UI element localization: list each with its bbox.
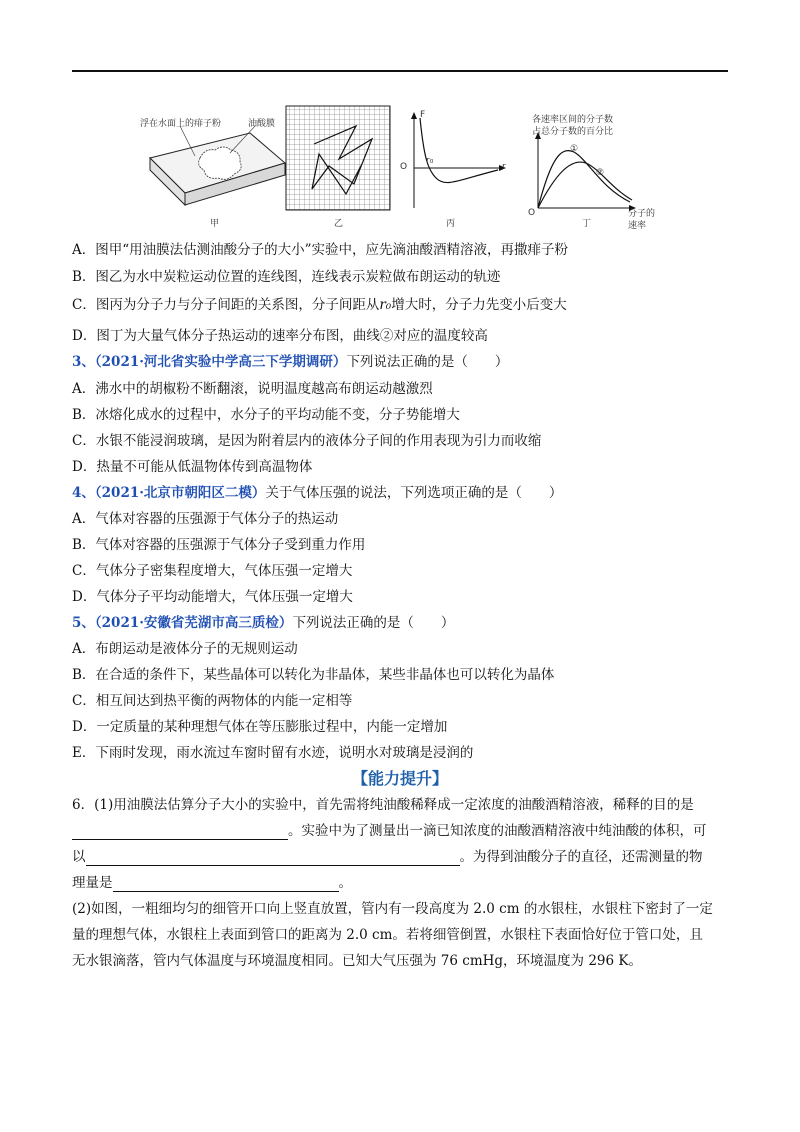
- q4-source: （2021·北京市朝阳区二模）: [94, 485, 266, 501]
- ding-curve-1: ①: [570, 144, 579, 154]
- ding-caption: 丁: [582, 219, 592, 229]
- q6-p1-line4: [72, 874, 352, 892]
- figure-yi-brownian: [284, 104, 392, 214]
- q6-p1-line3-pre: 以: [72, 849, 86, 865]
- q5-option-c: C．相互间达到热平衡的两物体的内能一定相等: [72, 693, 353, 709]
- q6-p1-line1: 6．(1)用油膜法估算分子大小的实验中，首先需将纯油酸稀释成一定浓度的油酸酒精溶液，稀释的目的是: [72, 797, 694, 813]
- q6-p2-line1: (2)如图，一粗细均匀的细管开口向上竖直放置，管内有一段高度为 2.0 cm 的水银柱，水银柱下密封了一定: [72, 901, 713, 917]
- q4-option-b: B．气体对容器的压强源于气体分子受到重力作用: [72, 537, 366, 553]
- bing-axis-f: F: [420, 110, 426, 120]
- q2-option-a: A．图甲“用油膜法估测油酸分子的大小”实验中，应先滴油酸酒精溶液，再撒痱子粉: [72, 242, 569, 258]
- q5-option-e: E．下雨时发现，雨水流过车窗时留有水迹，说明水对玻璃是浸润的: [72, 745, 474, 761]
- q2-c-pre: C．图丙为分子力与分子间距的关系图，分子间距从: [72, 297, 380, 313]
- q2-option-d: D．图丁为大量气体分子热运动的速率分布图，曲线②对应的温度较高: [72, 328, 488, 344]
- jia-label-left: 浮在水面上的痱子粉: [140, 119, 222, 129]
- q2-option-c: [72, 296, 567, 314]
- q3-source: （2021·河北省实验中学高三下学期调研）: [94, 354, 347, 370]
- q3-stem: [72, 353, 508, 371]
- q3-option-d: D．热量不可能从低温物体传到高温物体: [72, 459, 313, 475]
- q6-blank-3[interactable]: [113, 877, 339, 892]
- q6-p1-line3-post: 。为得到油酸分子的直径，还需测量的物: [459, 849, 703, 865]
- figure-bing-force: [398, 108, 508, 218]
- q6-blank-1[interactable]: [72, 825, 288, 840]
- q6-p2-line2: 量的理想气体，水银柱上表面到管口的距离为 2.0 cm。若将细管倒置，水银柱下表面恰好位于管口处，且: [72, 927, 703, 943]
- figure-ding-distribution: [526, 128, 638, 218]
- q3-stem-text: 下列说法正确的是（ ）: [346, 354, 509, 370]
- q4-number: 4、: [72, 485, 95, 501]
- q5-stem: [72, 614, 454, 632]
- ding-origin: O: [528, 208, 536, 218]
- bing-caption: 丙: [446, 219, 456, 229]
- q5-option-d: D．一定质量的某种理想气体在等压膨胀过程中，内能一定增加: [72, 719, 448, 735]
- q6-p2-line3: 无水银滴落，管内气体温度与环境温度相同。已知大气压强为 76 cmHg，环境温度为 296 K。: [72, 953, 642, 969]
- q2-option-b: B．图乙为水中炭粒运动位置的连线图，连线表示炭粒做布朗运动的轨迹: [72, 269, 501, 285]
- q5-source: （2021·安徽省芜湖市高三质检）: [94, 615, 293, 631]
- bing-origin: O: [400, 162, 408, 172]
- q6-p1-line4-pre: 理量是: [72, 875, 113, 891]
- q3-number: 3、: [72, 354, 95, 370]
- q6-p1-line3: [72, 848, 703, 866]
- q2-c-r0: r₀: [379, 297, 392, 313]
- q4-stem: [72, 484, 562, 502]
- bing-r0: r₀: [426, 156, 434, 166]
- yi-caption: 乙: [334, 219, 344, 229]
- jia-caption: 甲: [210, 219, 220, 229]
- q6-p1-line4-post: 。: [338, 875, 352, 891]
- q5-option-a: A．布朗运动是液体分子的无规则运动: [72, 641, 298, 657]
- header-rule: [72, 70, 728, 72]
- q4-option-d: D．气体分子平均动能增大，气体压强一定增大: [72, 589, 353, 605]
- bing-axis-r: r: [502, 162, 506, 172]
- ding-curve-2: ②: [596, 168, 605, 178]
- q4-stem-text: 关于气体压强的说法，下列选项正确的是（ ）: [265, 485, 563, 501]
- figure-row: [130, 98, 670, 238]
- q3-option-c: C．水银不能浸润玻璃，是因为附着层内的液体分子间的作用表现为引力而收缩: [72, 433, 542, 449]
- ding-title-2: 占总分子数的百分比: [532, 127, 614, 137]
- section-title: 【能力提升】: [351, 769, 448, 788]
- ding-title-1: 各速率区间的分子数: [532, 115, 614, 125]
- q4-option-c: C．气体分子密集程度增大，气体压强一定增大: [72, 563, 353, 579]
- q3-option-b: B．冰熔化成水的过程中，水分子的平均动能不变，分子势能增大: [72, 407, 460, 423]
- q6-p1-line2: [72, 822, 707, 840]
- q6-p1-line2-text: 。实验中为了测量出一滴已知浓度的油酸酒精溶液中纯油酸的体积，可: [288, 823, 707, 839]
- ding-x-label-1: 分子的: [628, 209, 656, 219]
- q2-c-post: 增大时，分子力先变小后变大: [391, 297, 567, 313]
- q5-stem-text: 下列说法正确的是（ ）: [292, 615, 455, 631]
- q5-option-b: B．在合适的条件下，某些晶体可以转化为非晶体，某些非晶体也可以转化为晶体: [72, 667, 555, 683]
- jia-label-right: 油酸膜: [248, 119, 276, 129]
- ding-x-label-2: 速率: [628, 221, 647, 231]
- q4-option-a: A．气体对容器的压强源于气体分子的热运动: [72, 511, 339, 527]
- q5-number: 5、: [72, 615, 95, 631]
- q3-option-a: A．沸水中的胡椒粉不断翻滚，说明温度越高布朗运动越激烈: [72, 381, 433, 397]
- q6-blank-2[interactable]: [86, 851, 460, 866]
